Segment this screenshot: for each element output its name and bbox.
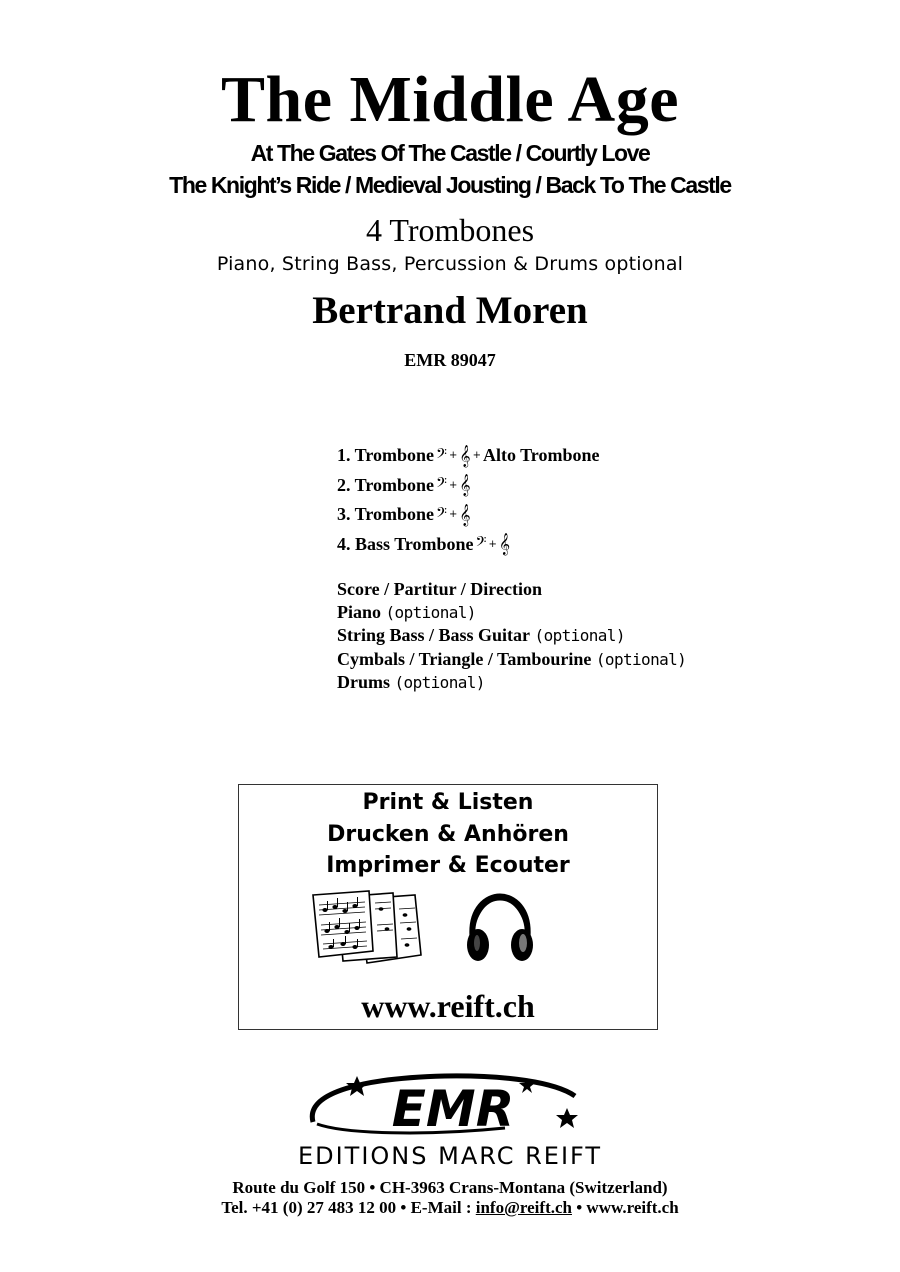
- part-3: [337, 500, 599, 530]
- catalog-number: EMR 89047: [404, 350, 496, 370]
- headphones-icon: [465, 893, 535, 965]
- phone-text: Tel. +41 (0) 27 483 12 00 • E-Mail :: [221, 1198, 476, 1217]
- plus-sign: +: [448, 450, 458, 462]
- website-url[interactable]: www.reift.ch: [361, 988, 535, 1024]
- logo-text: EMR: [391, 1080, 515, 1138]
- extra-name: Cymbals / Triangle / Tambourine: [337, 648, 592, 669]
- part-label: 2. Trombone: [337, 474, 435, 495]
- bass-clef-icon: 𝄢: [436, 445, 447, 466]
- composer: Bertrand Moren: [312, 289, 588, 332]
- bass-clef-icon: 𝄢: [436, 504, 447, 525]
- plus-sign: +: [472, 450, 481, 462]
- subtitle-line-2: The Knight’s Ride / Medieval Jousting / Back To The Castle: [169, 172, 731, 198]
- publisher-contact: [0, 1198, 900, 1218]
- publisher-name: EDITIONS MARC REIFT: [297, 1142, 603, 1170]
- publisher-address: Route du Golf 150 • CH-3963 Crans-Montana (Switzerland): [232, 1178, 668, 1197]
- part-2: [337, 471, 599, 501]
- plus-sign: +: [448, 479, 458, 491]
- part-1: [337, 441, 599, 471]
- bass-clef-icon: 𝄢: [436, 475, 447, 496]
- extra-name: Piano: [337, 601, 382, 622]
- sheet-music-icon: [311, 889, 423, 969]
- extra-name: Drums: [337, 672, 390, 692]
- extra-string-bass: [337, 624, 686, 648]
- treble-clef-icon: 𝄞: [459, 444, 471, 467]
- part-4: [337, 530, 599, 560]
- part-label: 4. Bass Trombone: [337, 533, 474, 554]
- extra-note: (optional): [534, 626, 625, 645]
- print-listen-box: [238, 784, 658, 1030]
- clef-icons: [476, 533, 511, 555]
- treble-clef-icon: 𝄞: [498, 533, 511, 556]
- part-label: 3. Trombone: [337, 504, 435, 525]
- plus-sign: +: [488, 538, 497, 550]
- extra-name: String Bass / Bass Guitar: [337, 625, 531, 645]
- instrumentation: 4 Trombones: [365, 212, 535, 248]
- email-link[interactable]: info@reift.ch: [475, 1198, 572, 1217]
- title: The Middle Age: [220, 63, 679, 136]
- extra-drums: [337, 671, 686, 695]
- bass-clef-icon: 𝄢: [475, 534, 487, 555]
- treble-clef-icon: 𝄞: [459, 474, 471, 497]
- print-listen-line-1: Print & Listen: [362, 790, 534, 815]
- part-suffix: Alto Trombone: [482, 445, 600, 466]
- emr-logo: [305, 1070, 595, 1140]
- extra-name: Score / Partitur / Direction: [337, 579, 542, 599]
- extra-note: (optional): [595, 649, 687, 669]
- print-listen-line-2: Drucken & Anhören: [327, 822, 569, 847]
- extra-piano: [337, 601, 686, 625]
- parts-list: [337, 441, 599, 559]
- extras-list: [337, 578, 686, 695]
- extra-note: (optional): [394, 673, 485, 692]
- part-label: 1. Trombone: [337, 445, 435, 466]
- plus-sign: +: [448, 509, 458, 521]
- clef-icons: [436, 504, 471, 526]
- subtitle-line-1: At The Gates Of The Castle / Courtly Love: [250, 140, 650, 166]
- extra-cymbals: [337, 648, 686, 672]
- print-listen-line-3: Imprimer & Ecouter: [326, 853, 570, 878]
- extra-note: (optional): [385, 602, 476, 622]
- optional-instruments: Piano, String Bass, Percussion & Drums optional: [216, 253, 684, 275]
- extra-score: [337, 578, 686, 601]
- web-text[interactable]: • www.reift.ch: [571, 1198, 679, 1217]
- clef-icons: [436, 474, 471, 496]
- clef-icons: [436, 445, 483, 467]
- treble-clef-icon: 𝄞: [459, 503, 471, 526]
